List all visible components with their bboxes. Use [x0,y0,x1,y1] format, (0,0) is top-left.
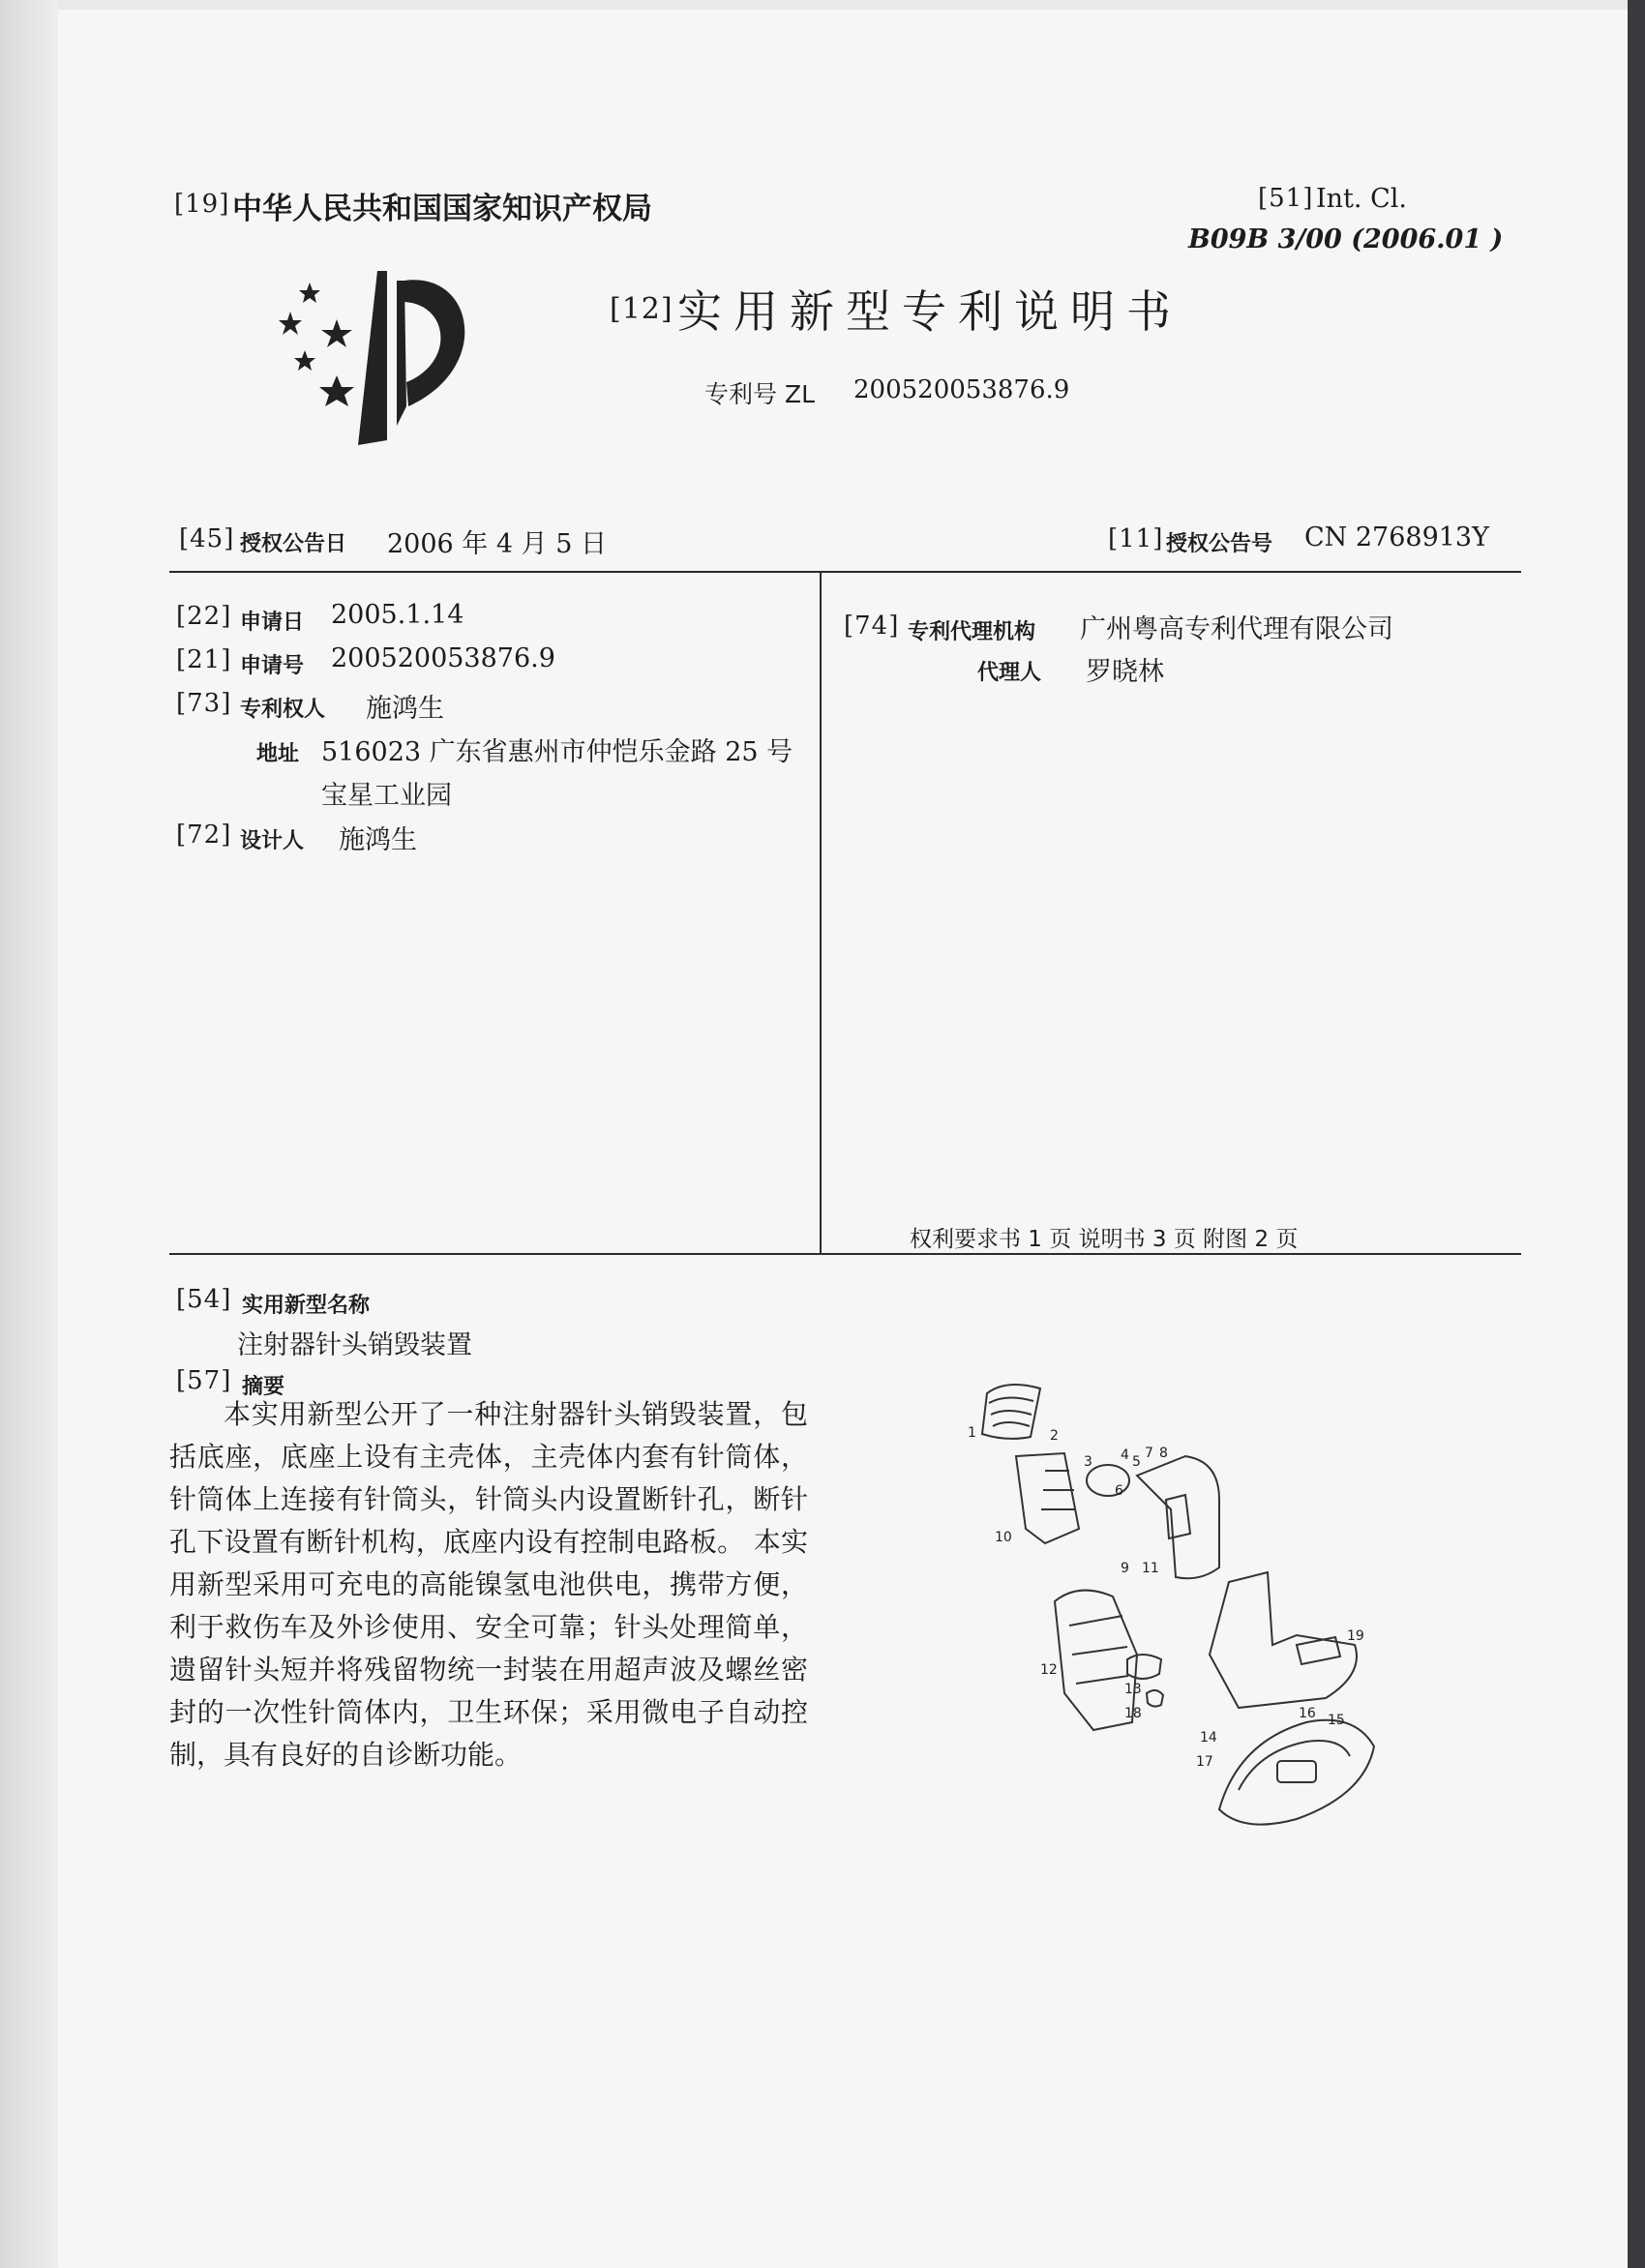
address-line-1: 516023 广东省惠州市仲恺乐金路 25 号 [321,737,793,767]
part-syringe-head [1016,1453,1079,1543]
svg-text:1: 1 [968,1425,976,1441]
page-count-note: 权利要求书 1 页 说明书 3 页 附图 2 页 [910,1227,1299,1252]
part-base [1219,1720,1374,1825]
svg-text:13: 13 [1124,1682,1142,1697]
svg-text:7: 7 [1145,1446,1153,1461]
svg-text:15: 15 [1328,1713,1345,1728]
patentee: 施鸿生 [366,694,444,724]
filing-date-code: [22] [176,602,232,631]
star-icon [321,319,352,347]
doc-type: 实用新型专利说明书 [677,285,1182,338]
abstract-label: 摘要 [242,1375,285,1399]
patentee-code: [73] [176,689,232,718]
office-code: [19] [174,190,230,219]
svg-text:6: 6 [1115,1483,1123,1499]
divider-vertical [820,571,822,1253]
abstract-code: [57] [176,1366,232,1395]
svg-text:19: 19 [1347,1628,1364,1644]
star-icon [319,375,354,406]
int-cl-code: [51] [1258,184,1314,213]
address-line-2: 宝星工业园 [321,781,452,811]
divider-top [169,571,1521,573]
agent-label: 代理人 [977,661,1042,685]
svg-text:10: 10 [995,1530,1012,1545]
svg-text:16: 16 [1299,1706,1316,1721]
patent-page [58,10,1628,2268]
office-name: 中华人民共和国国家知识产权局 [232,192,652,226]
svg-text:5: 5 [1132,1454,1141,1470]
grant-date: 2006 年 4 月 5 日 [387,529,607,559]
pub-number-code: [11] [1108,524,1164,553]
address-label: 地址 [256,742,300,766]
svg-text:8: 8 [1159,1446,1168,1461]
scan-binding-left [0,0,58,2268]
svg-text:18: 18 [1124,1706,1142,1721]
app-number-code: [21] [176,645,232,674]
star-icon [294,350,315,371]
grant-date-label: 授权公告日 [240,532,347,556]
designer-label: 设计人 [240,829,305,853]
agent: 罗晓林 [1086,657,1164,687]
abstract-text: 本实用新型公开了一种注射器针头销毁装置，包括底座，底座上设有主壳体，主壳体内套有针筒体，针筒体上连接有针筒头，针筒头内设置断针孔，断针孔下设置有断针机构，底座内设有控制电路板。 本实用新型采用可充电的高能镍氢电池供电，携带方便，利于救伤车及外诊使用、安全可靠；针头处理简单，遗留针头短并将残留物统一封装在用超声波及螺丝密封的一次性针筒体内，卫生环保；采用微电子自动控制，具有良好的自诊断功能。 [169,1398,808,1771]
doc-type-code: [12] [610,292,673,326]
agency: 广州粤高专利代理有限公司 [1080,614,1393,644]
patent-number: 200520053876.9 [853,375,1070,404]
star-icon [279,312,302,335]
int-cl-label: Int. Cl. [1316,184,1407,214]
filing-date: 2005.1.14 [331,600,464,630]
grant-date-code: [45] [179,524,235,553]
app-number-label: 申请号 [240,654,305,678]
designer: 施鸿生 [339,825,417,855]
agency-label: 专利代理机构 [908,620,1036,644]
exploded-view-figure [910,1364,1413,1838]
part-spring [1147,1690,1163,1707]
app-number: 200520053876.9 [331,643,555,673]
star-icon [299,283,320,303]
part-base-shell [1210,1572,1357,1708]
patentee-label: 专利权人 [240,698,326,722]
divider-bottom [169,1253,1521,1255]
svg-text:3: 3 [1084,1454,1092,1470]
title-code: [54] [176,1285,232,1314]
int-cl-value: B09B 3/00 (2006.01 ) [1188,224,1504,254]
scan-binding-right [1628,0,1645,2268]
svg-text:12: 12 [1040,1662,1058,1678]
svg-text:2: 2 [1050,1428,1059,1444]
pub-number: CN 2768913Y [1304,522,1489,552]
svg-text:14: 14 [1200,1730,1217,1746]
svg-text:11: 11 [1142,1561,1159,1576]
utility-model-title: 注射器针头销毁装置 [237,1330,472,1360]
svg-text:4: 4 [1121,1447,1129,1463]
svg-text:17: 17 [1196,1754,1213,1770]
agency-code: [74] [844,612,900,641]
svg-text:9: 9 [1121,1561,1129,1576]
designer-code: [72] [176,821,232,850]
sipo-logo [252,261,523,455]
pub-number-label: 授权公告号 [1166,532,1273,556]
part-cutter [1127,1655,1161,1679]
figure-labels [968,1425,1364,1770]
patent-number-label: 专利号 ZL [704,380,816,408]
filing-date-label: 申请日 [240,611,305,635]
title-label: 实用新型名称 [242,1294,371,1318]
